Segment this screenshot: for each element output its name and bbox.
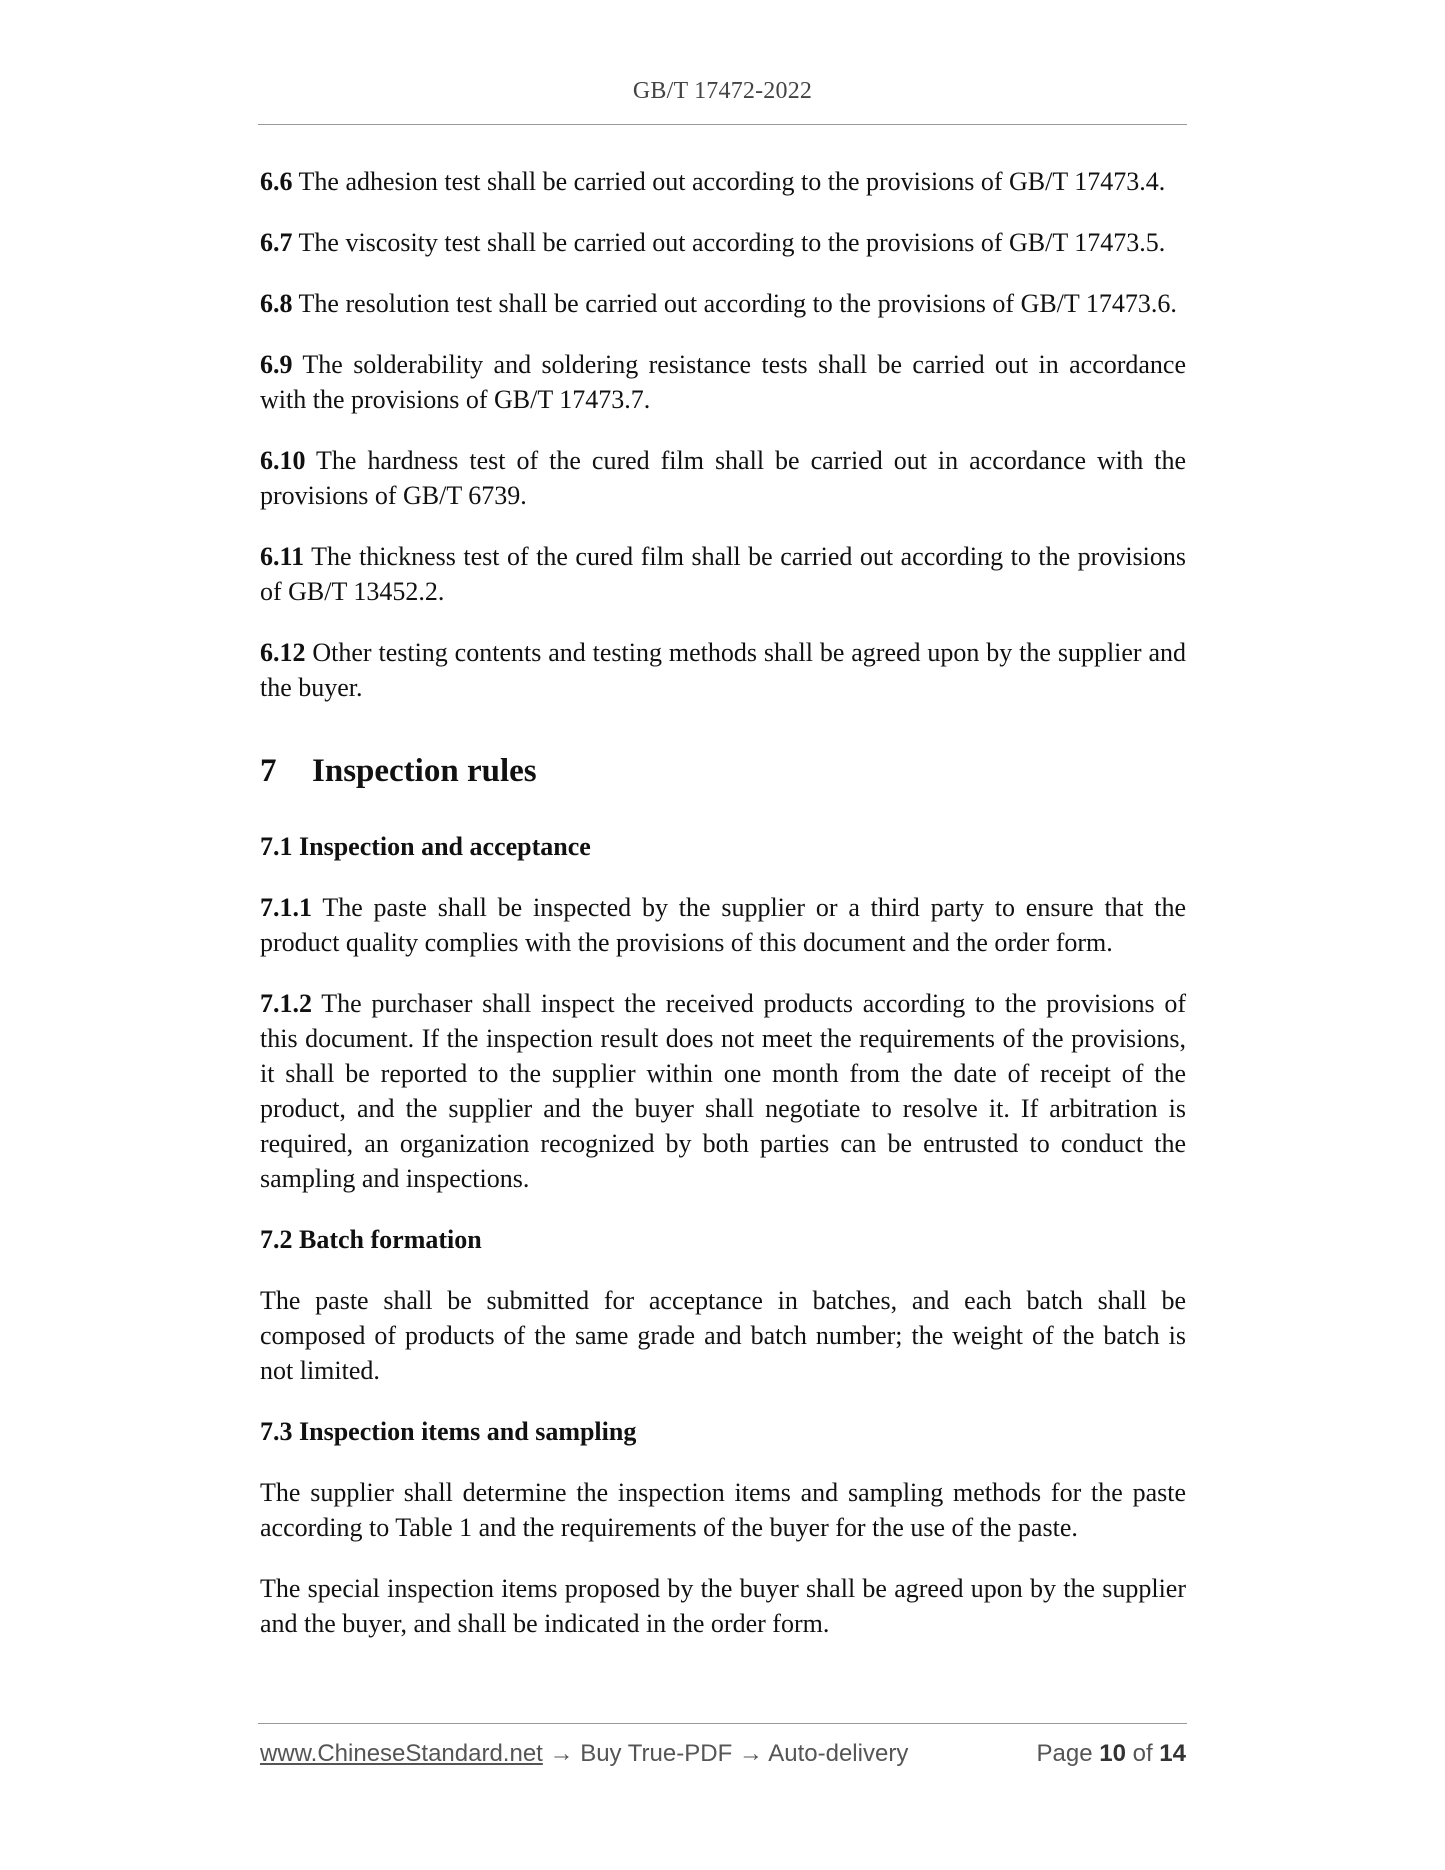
clause-text: The purchaser shall inspect the received products according to the provisions of this document. If the inspection result does not meet the requirements of the provisions, it shall be reported to the supplier within one month from the date of receipt of the product, and the supplier and the buyer shall negotiate to resolve it. If arbitration is required, an organization recognized by both parties can be entrusted to conduct the sampling and inspections. <box>260 989 1187 1193</box>
section-7-3-paragraph-2: The special inspection items proposed by the buyer shall be agreed upon by the supplier and the buyer, and shall be indicated in the order form. <box>260 1574 1186 1638</box>
clause-number: 7.1.2 <box>260 989 312 1018</box>
clause-number: 6.6 <box>260 167 293 196</box>
clause-6-8 <box>260 286 1186 321</box>
buy-pdf-text: Buy True-PDF <box>580 1740 733 1767</box>
clause-text: The viscosity test shall be carried out according to the provisions of GB/T 17473.5. <box>298 228 1166 257</box>
section-7-3-paragraph-1: The supplier shall determine the inspection items and sampling methods for the paste according to Table 1 and the requirements of the buyer for the use of the paste. <box>260 1478 1186 1542</box>
clause-text: The paste shall be inspected by the supplier or a third party to ensure that the product quality complies with the provisions of this document and the order form. <box>260 893 1186 957</box>
clause-6-9 <box>260 347 1186 417</box>
page-current: 10 <box>1099 1740 1126 1767</box>
clause-number: 6.9 <box>260 350 293 379</box>
clause-number: 6.10 <box>260 446 306 475</box>
section-7-3-heading: 7.3 Inspection items and sampling <box>260 1417 637 1446</box>
footer-divider <box>258 1723 1187 1724</box>
footer-promo <box>260 1740 908 1768</box>
clause-7-1-1 <box>260 890 1186 960</box>
chapter-number: 7 <box>260 753 277 789</box>
chapter-7-heading <box>260 751 1186 791</box>
auto-delivery-text: Auto-delivery <box>768 1740 909 1767</box>
page-label: Page <box>1036 1740 1093 1767</box>
page-body <box>260 164 1186 1667</box>
clause-text: The solderability and soldering resistance tests shall be carried out in accordance with the provisions of GB/T 17473.7. <box>260 350 1187 414</box>
clause-number: 6.7 <box>260 228 293 257</box>
header-divider <box>258 124 1187 125</box>
website-link[interactable]: www.ChineseStandard.net <box>260 1740 543 1767</box>
page-indicator <box>1037 1740 1187 1768</box>
of-label: of <box>1132 1740 1153 1767</box>
clause-6-6 <box>260 164 1186 199</box>
clause-text: Other testing contents and testing methods shall be agreed upon by the supplier and the buyer. <box>260 638 1187 702</box>
section-7-1-heading: 7.1 Inspection and acceptance <box>260 832 591 861</box>
chapter-title: Inspection rules <box>312 753 537 789</box>
arrow-right-icon: → <box>549 1740 574 1767</box>
clause-text: The resolution test shall be carried out according to the provisions of GB/T 17473.6. <box>298 289 1177 318</box>
section-7-2-text: The paste shall be submitted for acceptance in batches, and each batch shall be composed of products of the same grade and batch number; the weight of the batch is not limited. <box>260 1286 1186 1385</box>
page-total: 14 <box>1159 1740 1186 1767</box>
clause-6-12 <box>260 635 1186 705</box>
clause-text: The thickness test of the cured film shall be carried out according to the provisions of GB/T 13452.2. <box>260 542 1187 606</box>
clause-number: 6.8 <box>260 289 293 318</box>
arrow-right-icon: → <box>738 1740 763 1767</box>
clause-number: 6.12 <box>260 638 306 667</box>
clause-6-10 <box>260 443 1186 513</box>
clause-text: The adhesion test shall be carried out according to the provisions of GB/T 17473.4. <box>298 167 1166 196</box>
clause-6-11 <box>260 539 1186 609</box>
clause-6-7 <box>260 225 1186 260</box>
section-7-2-heading: 7.2 Batch formation <box>260 1225 482 1254</box>
clause-7-1-2 <box>260 986 1186 1196</box>
clause-number: 7.1.1 <box>260 893 312 922</box>
clause-number: 6.11 <box>260 542 305 571</box>
running-header: GB/T 17472-2022 <box>632 78 813 104</box>
clause-text: The hardness test of the cured film shall be carried out in accordance with the provisions of GB/T 6739. <box>260 446 1187 510</box>
